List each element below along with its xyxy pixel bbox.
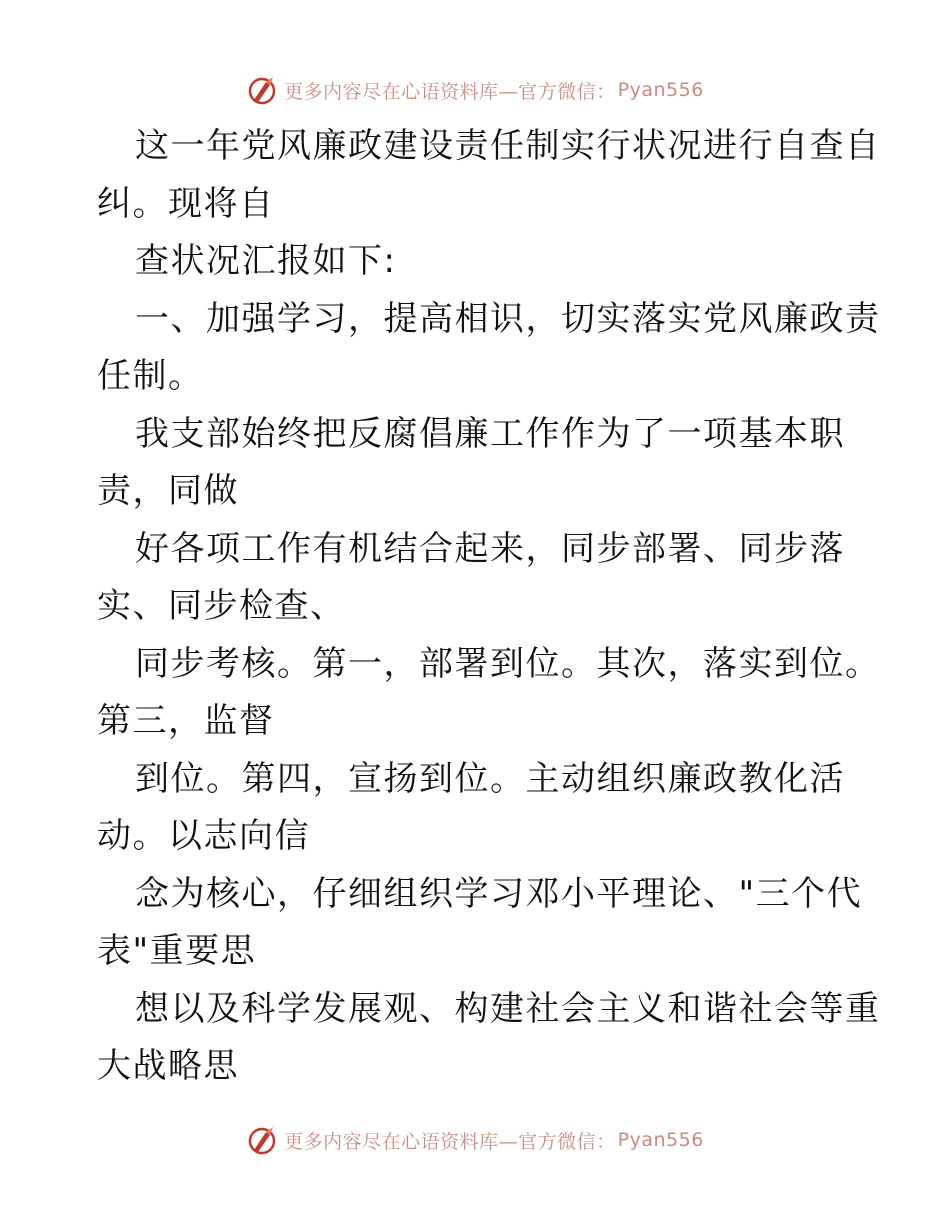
text-line: 同步考核。第一，部署到位。其次，落实到位。 [135,643,881,684]
document-body [97,118,881,1096]
text-line: 纠。现将自 [97,183,275,224]
text-line: 动。以志向信 [97,816,310,856]
text-line: 责，同做 [97,471,239,511]
text-line: 大战略思 [97,1046,239,1086]
text-line: 第三，监督 [97,701,275,741]
text-line: 这一年党风廉政建设责任制实行状况进行自查自 [135,126,881,166]
text-line: 念为核心，仔细组织学习邓小平理论、"三个代 [135,873,863,914]
text-line: 实、同步检查、 [97,586,346,626]
watermark-wechat-id: Pyan556 [617,79,704,101]
watermark-text: 更多内容尽在心语资料库—官方微信： [284,80,616,103]
text-line: 到位。第四，宣扬到位。主动组织廉政教化活 [135,758,845,799]
quill-pen-logo-icon [246,74,278,106]
quill-pen-logo-icon [246,1124,278,1156]
text-line: 好各项工作有机结合起来，同步部署、同步落 [135,528,845,569]
text-line: 我支部始终把反腐倡廉工作作为了一项基本职 [135,413,845,454]
text-line: 一、加强学习，提高相识，切实落实党风廉政责 [135,298,881,339]
watermark-wechat-id: Pyan556 [617,1129,704,1151]
text-line: 任制。 [97,356,204,396]
text-line: 表"重要思 [97,931,257,971]
footer-watermark [0,1120,950,1160]
header-watermark [0,70,950,110]
watermark-text: 更多内容尽在心语资料库—官方微信： [284,1130,616,1153]
text-line: 查状况汇报如下: [135,241,397,281]
text-line: 想以及科学发展观、构建社会主义和谐社会等重 [135,988,881,1029]
